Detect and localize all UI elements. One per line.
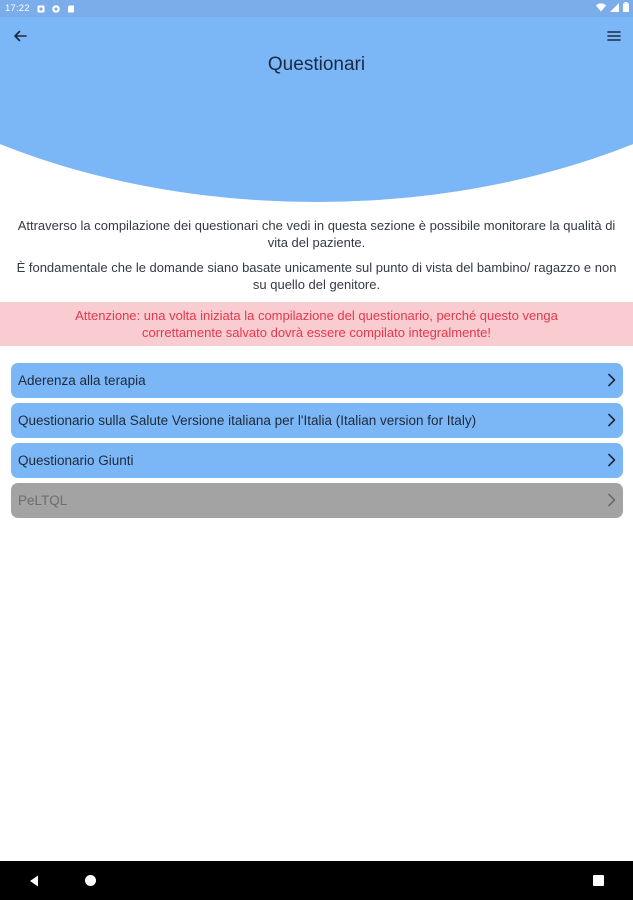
questionnaire-label: Questionario Giunti [18, 453, 134, 468]
status-right [596, 2, 633, 15]
nav-back-icon[interactable] [27, 874, 41, 888]
questionnaire-item-peltql [11, 483, 623, 518]
status-time: 17:22 [5, 3, 30, 14]
page-title: Questionari [267, 54, 366, 75]
menu-button[interactable] [603, 25, 625, 47]
app-bar [0, 17, 633, 57]
questionnaire-label: Aderenza alla terapia [18, 373, 146, 388]
questionnaire-label: PeLTQL [18, 493, 68, 508]
signal-icon [610, 3, 619, 15]
nav-recents-icon[interactable] [593, 875, 604, 886]
chevron-right-icon [603, 372, 619, 388]
questionnaire-item-aderenza[interactable] [11, 363, 623, 398]
sd-card-icon [67, 5, 75, 13]
hamburger-menu-icon [603, 25, 625, 47]
status-bar [0, 0, 633, 17]
intro-paragraph-1: Attraverso la compilazione dei questionari che vedi in questa sezione è possibile monitorare la qualità di vita del paziente. [17, 218, 616, 250]
chevron-right-icon [603, 452, 619, 468]
status-left [0, 3, 75, 14]
questionnaire-item-salute[interactable] [11, 403, 623, 438]
navigation-bar [0, 861, 633, 900]
questionnaire-list [11, 363, 623, 523]
arrow-back-icon [9, 25, 31, 47]
battery-icon [623, 2, 629, 15]
chevron-right-icon [603, 492, 619, 508]
intro-text [16, 217, 617, 301]
nav-home-icon[interactable] [85, 875, 96, 886]
notification-square-icon [37, 5, 45, 13]
notification-circle-icon [52, 5, 60, 13]
intro-paragraph-2: È fondamentale che le domande siano basate unicamente sul punto di vista del bambino/ ragazzo e non su quello del genitore. [16, 260, 617, 292]
warning-banner [0, 302, 633, 346]
questionnaire-item-giunti[interactable] [11, 443, 623, 478]
warning-text: Attenzione: una volta iniziata la compilazione del questionario, perché questo venga correttamente salvato dovrà essere compilato integralmente! [75, 308, 558, 340]
wifi-icon [596, 3, 606, 15]
questionnaire-label: Questionario sulla Salute Versione italiana per l'Italia (Italian version for Italy) [18, 413, 477, 428]
back-button[interactable] [9, 25, 31, 47]
chevron-right-icon [603, 412, 619, 428]
